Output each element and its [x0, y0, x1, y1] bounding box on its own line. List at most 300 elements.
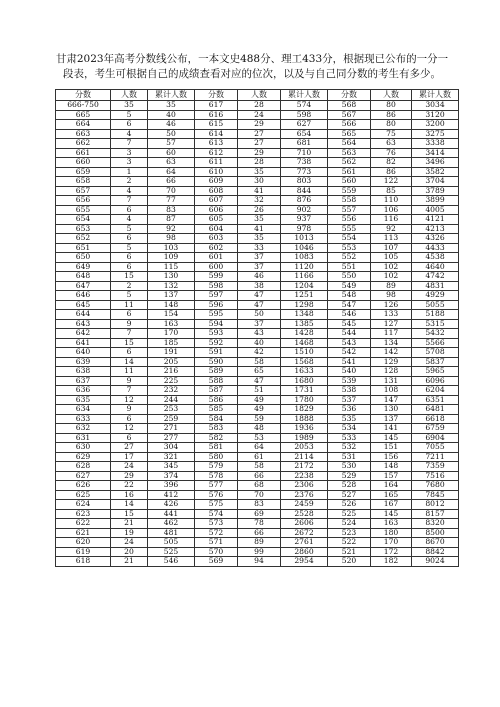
table-cell: 1251 [281, 291, 328, 301]
table-cell: 6204 [412, 386, 459, 396]
table-cell: 657 [56, 186, 111, 196]
table-cell: 5837 [412, 357, 459, 367]
table-cell: 978 [281, 224, 328, 234]
table-cell: 154 [148, 310, 195, 320]
table-cell: 130 [371, 405, 412, 415]
table-cell: 600 [195, 262, 238, 272]
table-cell: 7211 [412, 452, 459, 462]
table-cell: 649 [56, 262, 111, 272]
table-cell: 522 [328, 538, 371, 548]
table-cell: 16 [111, 490, 148, 500]
table-header-row [56, 90, 459, 101]
table-cell: 5 [111, 243, 148, 253]
table-cell: 526 [328, 500, 371, 510]
table-row [56, 452, 459, 462]
table-cell: 613 [195, 139, 238, 149]
table-cell: 628 [56, 462, 111, 472]
table-cell: 60 [148, 148, 195, 158]
table-cell: 1468 [281, 338, 328, 348]
table-cell: 2606 [281, 519, 328, 529]
table-cell: 608 [195, 186, 238, 196]
table-cell: 122 [371, 177, 412, 187]
table-cell: 8500 [412, 528, 459, 538]
table-cell: 38 [238, 281, 281, 291]
table-cell: 185 [148, 338, 195, 348]
table-cell: 583 [195, 424, 238, 434]
table-cell: 5 [111, 291, 148, 301]
table-cell: 1083 [281, 253, 328, 263]
table-cell: 633 [56, 414, 111, 424]
table-cell: 587 [195, 386, 238, 396]
table-cell: 566 [328, 120, 371, 130]
table-cell: 64 [238, 443, 281, 453]
table-row [56, 158, 459, 168]
table-row [56, 110, 459, 120]
table-cell: 710 [281, 148, 328, 158]
table-cell: 647 [56, 281, 111, 291]
table-cell: 6618 [412, 414, 459, 424]
table-cell: 601 [195, 253, 238, 263]
table-cell: 8670 [412, 538, 459, 548]
table-cell: 70 [238, 490, 281, 500]
table-cell: 4326 [412, 234, 459, 244]
table-cell: 5315 [412, 319, 459, 329]
table-cell: 145 [371, 433, 412, 443]
table-cell: 6351 [412, 395, 459, 405]
table-cell: 47 [238, 300, 281, 310]
table-row [56, 538, 459, 548]
table-cell: 624 [56, 500, 111, 510]
table-cell: 643 [56, 319, 111, 329]
table-cell: 4929 [412, 291, 459, 301]
table-cell: 151 [371, 443, 412, 453]
table-cell: 412 [148, 490, 195, 500]
table-cell: 586 [195, 395, 238, 405]
table-row [56, 519, 459, 529]
table-cell: 180 [371, 528, 412, 538]
table-cell: 80 [371, 101, 412, 111]
table-cell: 29 [238, 120, 281, 130]
table-cell: 116 [371, 215, 412, 225]
table-cell: 6 [111, 253, 148, 263]
table-cell: 259 [148, 414, 195, 424]
table-cell: 520 [328, 557, 371, 567]
table-cell: 163 [371, 519, 412, 529]
table-row [56, 386, 459, 396]
table-cell: 61 [238, 452, 281, 462]
table-cell: 6 [111, 433, 148, 443]
table-cell: 556 [328, 215, 371, 225]
table-cell: 572 [195, 528, 238, 538]
table-cell: 5566 [412, 338, 459, 348]
table-cell: 6904 [412, 433, 459, 443]
table-cell: 663 [56, 129, 111, 139]
table-cell: 622 [56, 519, 111, 529]
table-cell: 4121 [412, 215, 459, 225]
table-row [56, 281, 459, 291]
table-cell: 575 [195, 500, 238, 510]
table-cell: 1204 [281, 281, 328, 291]
table-row [56, 481, 459, 491]
table-cell: 7845 [412, 490, 459, 500]
table-cell: 58 [238, 462, 281, 472]
table-cell: 1731 [281, 386, 328, 396]
table-cell: 11 [111, 367, 148, 377]
table-cell: 167 [371, 500, 412, 510]
table-cell: 573 [195, 519, 238, 529]
table-cell: 6 [111, 234, 148, 244]
table-cell: 86 [371, 110, 412, 120]
table-cell: 2 [111, 177, 148, 187]
table-row [56, 167, 459, 177]
table-cell: 574 [281, 101, 328, 111]
table-cell: 76 [371, 148, 412, 158]
table-cell: 6 [111, 414, 148, 424]
table-cell: 654 [281, 129, 328, 139]
table-cell: 536 [328, 405, 371, 415]
table-cell: 35 [238, 234, 281, 244]
table-row [56, 424, 459, 434]
table-cell: 632 [56, 424, 111, 434]
table-cell: 66 [238, 471, 281, 481]
table-cell: 530 [328, 462, 371, 472]
table-cell: 80 [371, 120, 412, 130]
table-cell: 937 [281, 215, 328, 225]
table-row [56, 329, 459, 339]
table-cell: 627 [281, 120, 328, 130]
table-cell: 2528 [281, 509, 328, 519]
table-cell: 98 [148, 234, 195, 244]
table-cell: 902 [281, 205, 328, 215]
table-cell: 3789 [412, 186, 459, 196]
table-cell: 2376 [281, 490, 328, 500]
table-cell: 546 [148, 557, 195, 567]
table-cell: 15 [111, 272, 148, 282]
table-cell: 563 [328, 148, 371, 158]
table-cell: 650 [56, 253, 111, 263]
table-cell: 591 [195, 348, 238, 358]
table-cell: 1013 [281, 234, 328, 244]
table-cell: 157 [371, 471, 412, 481]
table-cell: 646 [56, 291, 111, 301]
intro-paragraph: 甘肃2023年高考分数线公布，一本文史488分、理工433分，根据现已公布的一分一段表，考生可根据自己的成绩查看对应的位次，以及与自己同分数的考生有多少。 [55, 53, 449, 80]
table-row [56, 224, 459, 234]
table-cell: 345 [148, 462, 195, 472]
table-cell: 542 [328, 348, 371, 358]
table-row [56, 253, 459, 263]
table-cell: 11 [111, 300, 148, 310]
header-count: 人数 [371, 90, 412, 101]
table-cell: 28 [238, 158, 281, 168]
table-cell: 594 [195, 319, 238, 329]
table-cell: 48 [238, 424, 281, 434]
table-row [56, 272, 459, 282]
table-cell: 304 [148, 443, 195, 453]
table-cell: 132 [148, 281, 195, 291]
table-cell: 163 [148, 319, 195, 329]
table-cell: 64 [148, 167, 195, 177]
table-cell: 92 [371, 224, 412, 234]
table-cell: 636 [56, 386, 111, 396]
header-score: 分数 [195, 90, 238, 101]
table-cell: 546 [328, 310, 371, 320]
table-cell: 134 [371, 338, 412, 348]
table-cell: 107 [371, 243, 412, 253]
table-row [56, 215, 459, 225]
table-cell: 1680 [281, 376, 328, 386]
table-row [56, 319, 459, 329]
table-cell: 7 [111, 196, 148, 206]
table-row [56, 148, 459, 158]
table-cell: 660 [56, 158, 111, 168]
table-cell: 5708 [412, 348, 459, 358]
table-cell: 738 [281, 158, 328, 168]
table-cell: 8320 [412, 519, 459, 529]
table-cell: 127 [371, 319, 412, 329]
table-cell: 665 [56, 110, 111, 120]
table-cell: 564 [328, 139, 371, 149]
table-cell: 1298 [281, 300, 328, 310]
table-cell: 876 [281, 196, 328, 206]
table-cell: 216 [148, 367, 195, 377]
table-cell: 567 [328, 110, 371, 120]
table-cell: 24 [238, 110, 281, 120]
table-cell: 129 [371, 357, 412, 367]
table-cell: 537 [328, 395, 371, 405]
table-cell: 525 [328, 509, 371, 519]
table-cell: 1633 [281, 367, 328, 377]
table-cell: 648 [56, 272, 111, 282]
table-cell: 99 [238, 547, 281, 557]
table-cell: 623 [56, 509, 111, 519]
table-cell: 1120 [281, 262, 328, 272]
table-cell: 35 [238, 167, 281, 177]
table-cell: 626 [56, 481, 111, 491]
table-cell: 617 [195, 101, 238, 111]
header-cumulative: 累计人数 [281, 90, 328, 101]
table-cell: 593 [195, 329, 238, 339]
table-cell: 592 [195, 338, 238, 348]
table-cell: 426 [148, 500, 195, 510]
table-cell: 26 [238, 205, 281, 215]
table-row [56, 186, 459, 196]
table-cell: 2053 [281, 443, 328, 453]
table-cell: 4 [111, 129, 148, 139]
table-cell: 544 [328, 329, 371, 339]
table-cell: 584 [195, 414, 238, 424]
table-cell: 3704 [412, 177, 459, 187]
table-cell: 113 [371, 234, 412, 244]
table-cell: 21 [111, 519, 148, 529]
table-cell: 115 [148, 262, 195, 272]
table-cell: 53 [238, 433, 281, 443]
table-cell: 70 [148, 186, 195, 196]
header-cumulative: 累计人数 [412, 90, 459, 101]
table-cell: 596 [195, 300, 238, 310]
table-row [56, 338, 459, 348]
table-cell: 49 [238, 405, 281, 415]
table-cell: 147 [371, 395, 412, 405]
table-cell: 620 [56, 538, 111, 548]
table-cell: 2114 [281, 452, 328, 462]
table-cell: 102 [371, 272, 412, 282]
table-cell: 75 [371, 129, 412, 139]
table-cell: 1510 [281, 348, 328, 358]
table-cell: 46 [238, 272, 281, 282]
table-cell: 618 [56, 557, 111, 567]
table-cell: 51 [238, 386, 281, 396]
table-cell: 571 [195, 538, 238, 548]
table-cell: 569 [195, 557, 238, 567]
table-cell: 604 [195, 224, 238, 234]
table-cell: 15 [111, 338, 148, 348]
table-cell: 4005 [412, 205, 459, 215]
table-cell: 46 [148, 120, 195, 130]
header-count: 人数 [111, 90, 148, 101]
table-cell: 1989 [281, 433, 328, 443]
table-row [56, 310, 459, 320]
table-row [56, 528, 459, 538]
table-cell: 225 [148, 376, 195, 386]
table-cell: 565 [328, 129, 371, 139]
table-cell: 165 [371, 490, 412, 500]
table-cell: 15 [111, 509, 148, 519]
table-cell: 22 [111, 481, 148, 491]
table-cell: 321 [148, 452, 195, 462]
table-cell: 533 [328, 433, 371, 443]
table-cell: 83 [148, 205, 195, 215]
table-cell: 35 [238, 215, 281, 225]
table-cell: 145 [371, 509, 412, 519]
table-cell: 170 [148, 329, 195, 339]
table-cell: 130 [148, 272, 195, 282]
table-row [56, 357, 459, 367]
table-cell: 557 [328, 205, 371, 215]
table-cell: 2761 [281, 538, 328, 548]
table-cell: 611 [195, 158, 238, 168]
table-cell: 5 [111, 224, 148, 234]
table-cell: 681 [281, 139, 328, 149]
table-cell: 7 [111, 139, 148, 149]
table-cell: 1568 [281, 357, 328, 367]
table-cell: 244 [148, 395, 195, 405]
table-cell: 2306 [281, 481, 328, 491]
table-cell: 609 [195, 177, 238, 187]
table-cell: 529 [328, 471, 371, 481]
table-cell: 6 [111, 120, 148, 130]
table-cell: 630 [56, 443, 111, 453]
table-cell: 631 [56, 433, 111, 443]
table-cell: 644 [56, 310, 111, 320]
table-cell: 4433 [412, 243, 459, 253]
table-cell: 3 [111, 148, 148, 158]
table-cell: 29 [111, 471, 148, 481]
table-cell: 3496 [412, 158, 459, 168]
table-cell: 3034 [412, 101, 459, 111]
table-cell: 9024 [412, 557, 459, 567]
table-cell: 666-750 [56, 101, 111, 111]
table-cell: 117 [371, 329, 412, 339]
table-cell: 614 [195, 129, 238, 139]
table-cell: 3582 [412, 167, 459, 177]
table-cell: 63 [371, 139, 412, 149]
header-score: 分数 [328, 90, 371, 101]
table-row [56, 471, 459, 481]
table-cell: 141 [371, 424, 412, 434]
table-body [56, 101, 459, 567]
table-cell: 63 [148, 158, 195, 168]
table-cell: 612 [195, 148, 238, 158]
table-cell: 20 [111, 547, 148, 557]
table-cell: 37 [238, 262, 281, 272]
table-cell: 554 [328, 234, 371, 244]
table-cell: 551 [328, 262, 371, 272]
table-cell: 3120 [412, 110, 459, 120]
table-cell: 156 [371, 452, 412, 462]
table-row [56, 101, 459, 111]
table-cell: 579 [195, 462, 238, 472]
table-cell: 580 [195, 452, 238, 462]
table-cell: 521 [328, 547, 371, 557]
table-cell: 560 [328, 177, 371, 187]
table-cell: 603 [195, 234, 238, 244]
table-cell: 652 [56, 234, 111, 244]
table-cell: 598 [195, 281, 238, 291]
table-cell: 1348 [281, 310, 328, 320]
table-cell: 2 [111, 281, 148, 291]
table-cell: 142 [371, 348, 412, 358]
table-row [56, 348, 459, 358]
table-cell: 3200 [412, 120, 459, 130]
table-cell: 205 [148, 357, 195, 367]
table-cell: 4 [111, 215, 148, 225]
table-cell: 6 [111, 205, 148, 215]
table-cell: 148 [371, 462, 412, 472]
table-cell: 524 [328, 519, 371, 529]
table-cell: 33 [238, 243, 281, 253]
table-cell: 7359 [412, 462, 459, 472]
table-cell: 253 [148, 405, 195, 415]
table-cell: 6 [111, 262, 148, 272]
table-cell: 639 [56, 357, 111, 367]
table-cell: 4640 [412, 262, 459, 272]
table-cell: 629 [56, 452, 111, 462]
table-cell: 21 [111, 557, 148, 567]
table-cell: 126 [371, 300, 412, 310]
table-cell: 396 [148, 481, 195, 491]
table-cell: 94 [238, 557, 281, 567]
table-cell: 65 [238, 367, 281, 377]
table-row [56, 443, 459, 453]
header-score: 分数 [56, 90, 111, 101]
table-cell: 664 [56, 120, 111, 130]
table-cell: 82 [371, 158, 412, 168]
table-cell: 462 [148, 519, 195, 529]
table-row [56, 547, 459, 557]
table-cell: 172 [371, 547, 412, 557]
table-cell: 7055 [412, 443, 459, 453]
table-cell: 7 [111, 386, 148, 396]
table-cell: 89 [371, 281, 412, 291]
table-cell: 2672 [281, 528, 328, 538]
table-cell: 590 [195, 357, 238, 367]
table-row [56, 395, 459, 405]
table-row [56, 139, 459, 149]
table-cell: 131 [371, 376, 412, 386]
table-cell: 17 [111, 452, 148, 462]
table-cell: 5 [111, 110, 148, 120]
table-cell: 645 [56, 300, 111, 310]
